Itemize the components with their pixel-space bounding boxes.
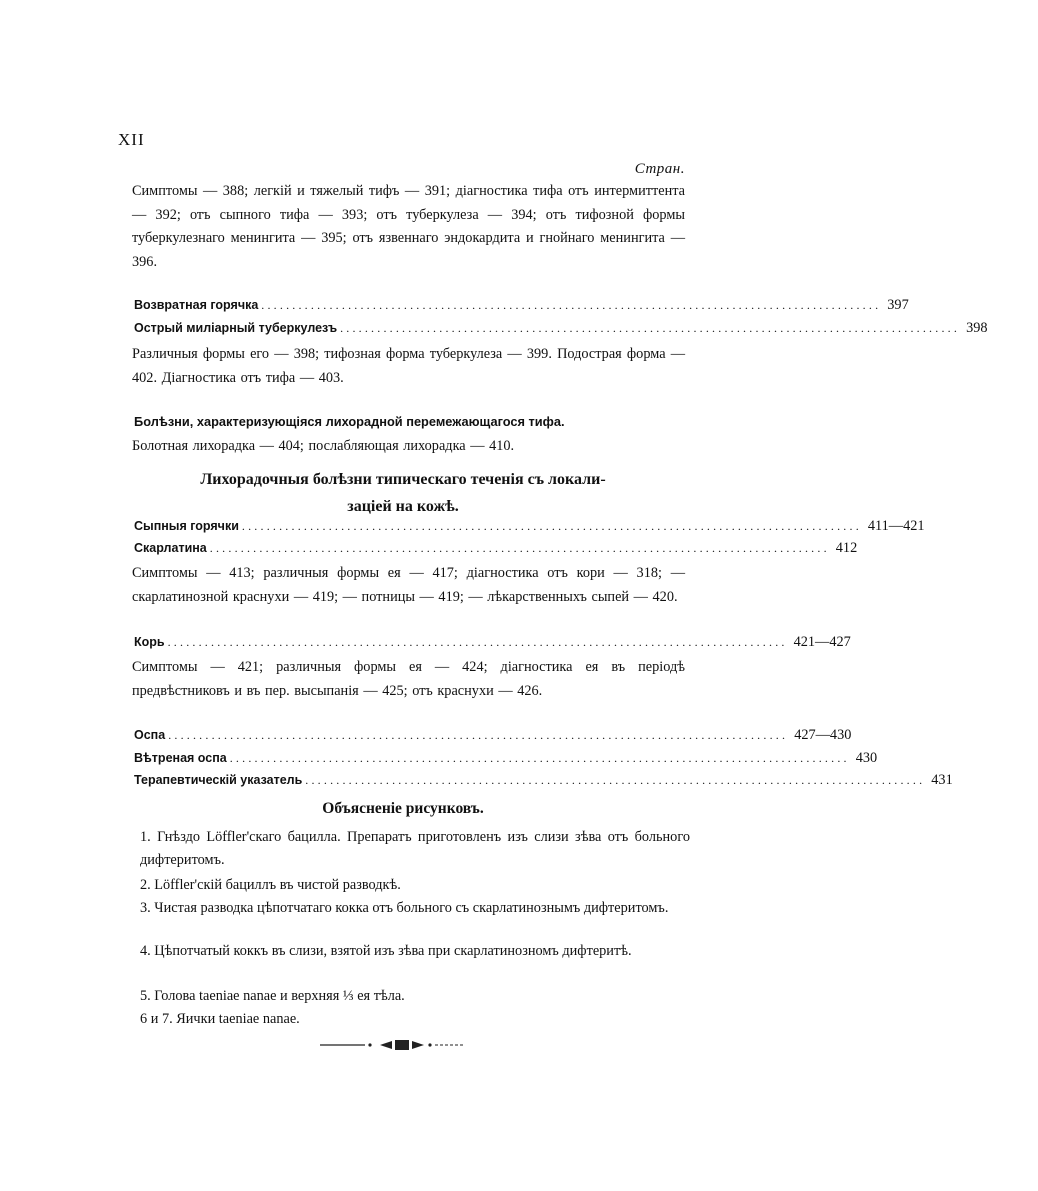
leader-dots: .................................................................................................... [209, 541, 830, 555]
figure-caption-5: 5. Голова taeniae nanae и верхняя ⅓ ея тѣла. [140, 988, 405, 1004]
leader-dots: .................................................................................................... [340, 321, 961, 335]
figure-caption-3: 3. Чистая разводка цѣпотчатаго кокка отъ больного съ скарлатинознымъ дифтеритомъ. [140, 900, 669, 916]
section-heading-line1: Лихорадочныя болѣзни типическаго теченія съ локали- [200, 471, 606, 488]
toc-entry-page: 431 [931, 772, 953, 788]
toc-entry-rash-fevers[interactable] [134, 518, 925, 540]
toc-entry-label: Терапевтическій указатель [134, 773, 303, 787]
toc-entry-smallpox[interactable] [134, 727, 852, 749]
leader-dots: .................................................................................................... [241, 519, 862, 533]
toc-entry-miliary-tb[interactable] [134, 320, 988, 342]
miliary-forms-paragraph: Различныя формы его — 398; тифозная форма туберкулеза — 399. Подострая форма — 402. Діагностика отъ тифа — 403. [132, 346, 685, 386]
toc-entry-page: 398 [966, 320, 988, 336]
toc-entry-label: Оспа [134, 728, 166, 742]
page-number: XII [118, 130, 145, 149]
leader-dots: .................................................................................................... [167, 635, 788, 649]
ornament-divider [200, 1035, 490, 1055]
toc-entry-label: Вѣтреная оспа [134, 751, 227, 765]
leader-dots: .................................................................................................... [261, 298, 882, 312]
scarlatina-symptoms-paragraph: Симптомы — 413; различныя формы ея — 417; діагностика отъ кори — 318; — скарлатинозной краснухи — 419; — потницы — 419; — лѣкарственныхъ сыпей — 420. [132, 565, 685, 605]
toc-entry-relapsing-fever[interactable] [134, 297, 909, 319]
section-heading-line2: заціей на кожѣ. [347, 498, 459, 515]
leader-dots: .................................................................................................... [229, 751, 850, 765]
malaria-line: Болотная лихорадка — 404; послабляющая лихорадка — 410. [132, 438, 515, 454]
toc-entry-label: Сыпныя горячки [134, 519, 239, 533]
toc-entry-page: 397 [887, 297, 909, 313]
figure-caption-1: 1. Гнѣздо Löffler'скаго бацилла. Препаратъ приготовленъ изъ слизи зѣва отъ больного дифтеритомъ. [140, 829, 690, 868]
leader-dots: .................................................................................................... [168, 728, 789, 742]
figure-caption-6-7: 6 и 7. Яички taeniae nanae. [140, 1011, 300, 1027]
measles-symptoms-paragraph: Симптомы — 421; различныя формы ея — 424; діагностика ея въ періодѣ предвѣстниковъ и въ пер. высыпанія — 425; отъ краснухи — 426. [132, 659, 685, 699]
figure-caption-4: 4. Цѣпотчатый коккъ въ слизи, взятой изъ зѣва при скарлатинозномъ дифтеритѣ. [140, 943, 632, 959]
typhoid-symptoms-paragraph: Симптомы — 388; легкій и тяжелый тифъ — 391; діагностика тифа отъ интермиттента — 392; отъ сыпного тифа — 393; отъ туберкулеза — 394; отъ тифозной формы туберкулезнаго менингита — 395; отъ язвеннаго эндокардита и гнойнаго менингита — 396. [132, 183, 685, 270]
toc-entry-page: 411—421 [867, 518, 925, 534]
page-column-header: Стран. [634, 161, 685, 177]
toc-entry-label: Корь [134, 635, 165, 649]
toc-entry-therapeutic-index[interactable] [134, 772, 953, 794]
figures-heading: Объясненіе рисунковъ. [322, 800, 484, 817]
intermittent-heading: Болѣзни, характеризующіяся лихорадной перемежающагося тифа. [134, 414, 565, 429]
toc-entry-measles[interactable] [134, 634, 851, 656]
toc-entry-page: 412 [835, 540, 858, 556]
toc-entry-label: Скарлатина [134, 541, 207, 555]
leader-dots: .................................................................................................... [305, 773, 926, 787]
toc-entry-page: 421—427 [793, 634, 851, 650]
toc-entry-page: 430 [855, 750, 878, 766]
toc-entry-scarlatina[interactable] [134, 540, 858, 562]
figure-caption-2: 2. Löffler'скій бациллъ въ чистой разводкѣ. [140, 877, 401, 893]
toc-entry-label: Возвратная горячка [134, 298, 259, 312]
toc-entry-chickenpox[interactable] [134, 750, 878, 772]
toc-entry-page: 427—430 [794, 727, 852, 743]
toc-entry-label: Острый милiарный туберкулезъ [134, 321, 338, 335]
